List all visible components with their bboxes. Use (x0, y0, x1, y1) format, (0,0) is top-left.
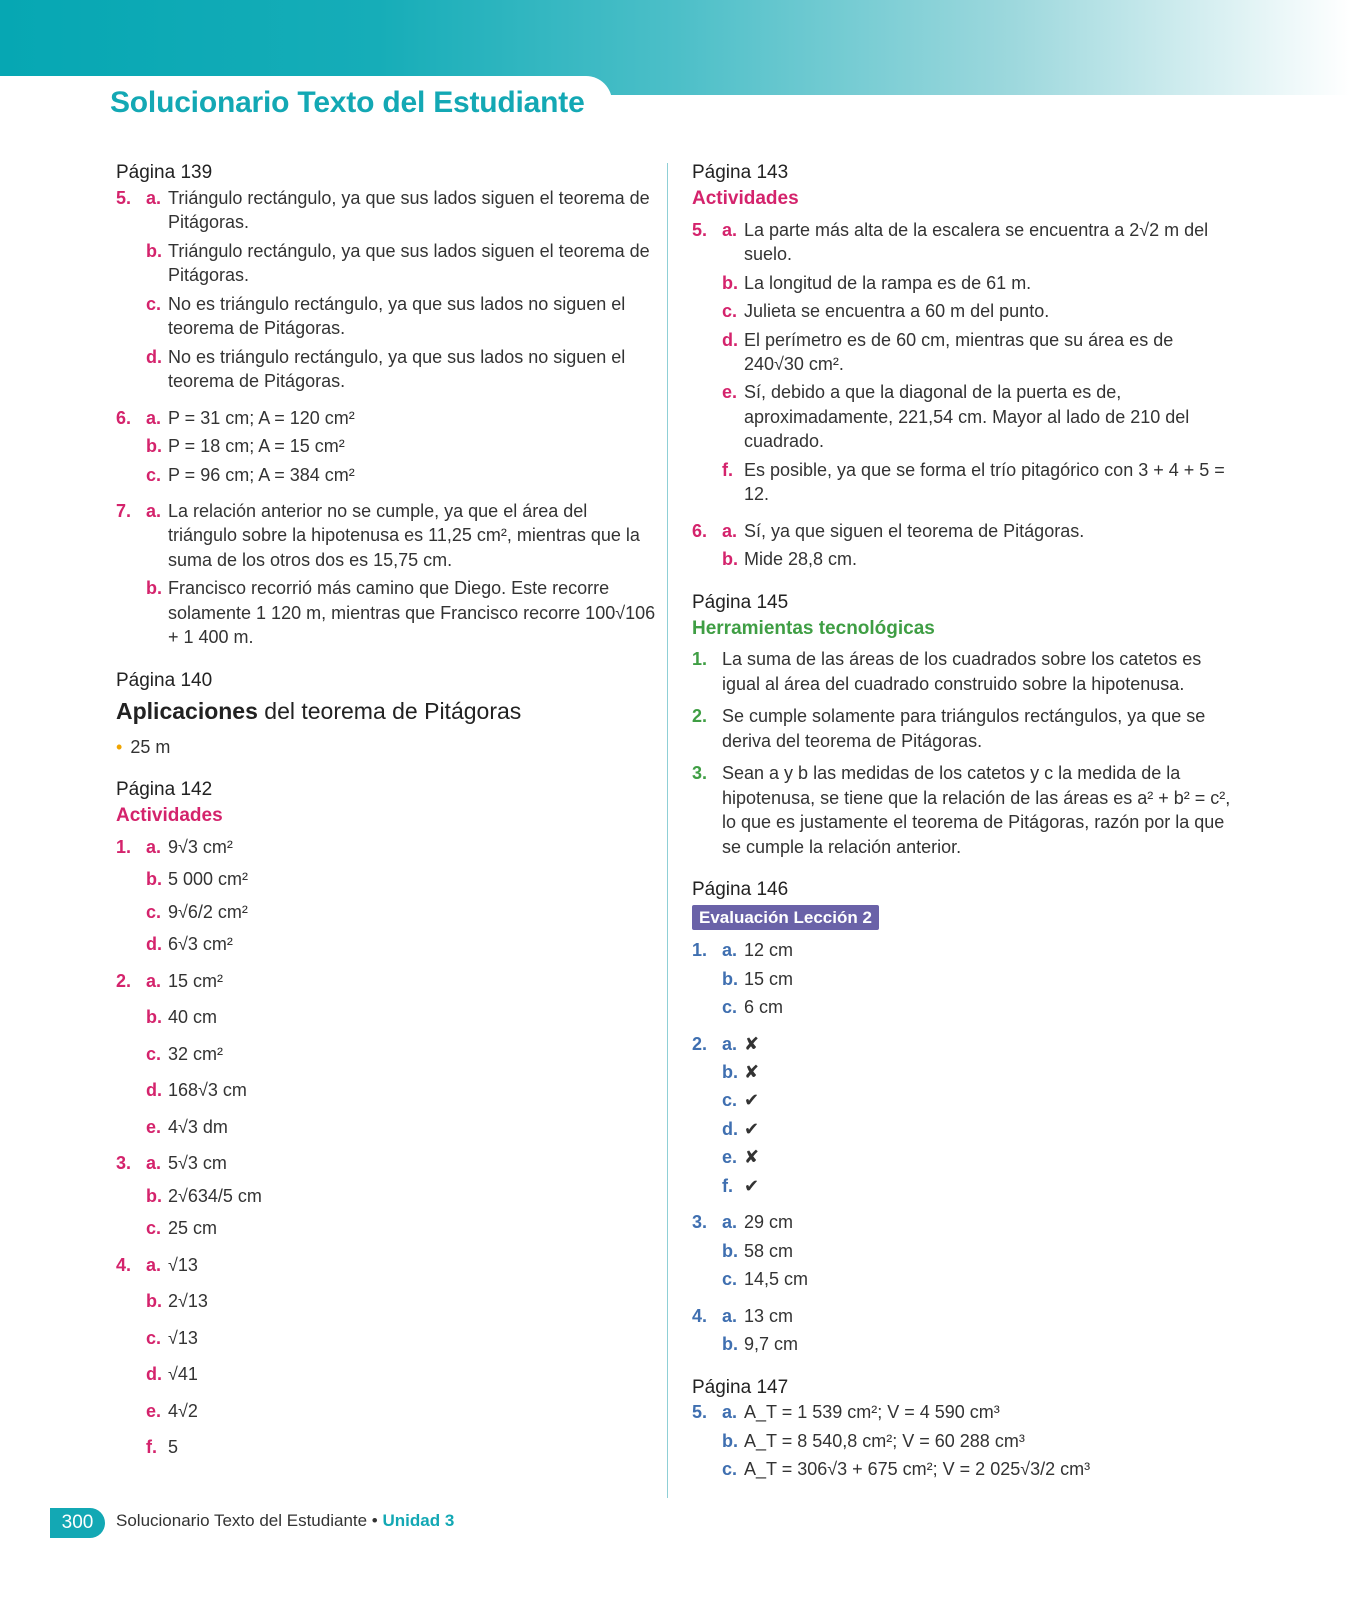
answer-label: d. (146, 1080, 162, 1101)
answer-label: a. (722, 1305, 738, 1326)
answer-text: 5 (168, 1436, 179, 1457)
answer-label: e. (722, 1147, 738, 1168)
lesson-heading-rest: del teorema de Pitágoras (257, 697, 522, 724)
answer-row (116, 1435, 656, 1459)
answer-label: b. (146, 436, 162, 457)
answer-text: 12 cm (744, 940, 794, 961)
answer-text: El perímetro es de 60 cm, mientras que su área es de 240√30 cm². (744, 329, 1174, 374)
answer-label: b. (146, 240, 162, 261)
answer-label: f. (722, 1175, 733, 1196)
answer-row (116, 1184, 656, 1208)
question-6 (692, 519, 1232, 572)
answer-text: Se cumple solamente para triángulos rectángulos, ya que se deriva del teorema de Pitágoras. (722, 706, 1206, 751)
answer-text: 9√3 cm² (168, 837, 233, 858)
answer-text: 6√3 cm² (168, 934, 233, 955)
question-4 (692, 1304, 1232, 1357)
answer-label: d. (146, 346, 162, 367)
answer-label: a. (146, 407, 162, 428)
right-column (692, 160, 1232, 1500)
answer-label: e. (722, 382, 738, 403)
answer-row (116, 1399, 656, 1423)
answer-label: c. (146, 293, 162, 314)
answer-label: b. (146, 578, 162, 599)
question-number: 5. (692, 219, 708, 240)
answer-text: Sí, debido a que la diagonal de la puerta es de, aproximadamente, 221,54 cm. Mayor al lado de 210 del cuadrado. (744, 382, 1190, 452)
left-column (116, 160, 656, 1477)
question-number: 6. (116, 407, 132, 428)
question-number: 7. (116, 500, 132, 521)
question-6 (116, 406, 656, 487)
answer-text: Julieta se encuentra a 60 m del punto. (744, 301, 1050, 322)
answer-text: 15 cm (744, 968, 794, 989)
answer-label: c. (146, 464, 162, 485)
page-heading: Página 139 (116, 162, 213, 183)
answer-text: Es posible, ya que se forma el trío pitagórico con 3 + 4 + 5 = 12. (744, 459, 1225, 505)
page-heading: Página 145 (692, 591, 789, 613)
answer-text: √13 (168, 1254, 198, 1275)
answer-text: 2√13 (168, 1291, 208, 1312)
answer-label: d. (146, 1364, 162, 1385)
answer-row (116, 406, 656, 430)
answer-text: 40 cm (168, 1007, 218, 1028)
answer-label: a. (146, 1153, 162, 1174)
answer-label: e. (146, 1116, 162, 1137)
answer-text: No es triángulo rectángulo, ya que sus lados no siguen el teorema de Pitágoras. (168, 293, 626, 339)
answer-row (116, 1115, 656, 1139)
answer-row (692, 647, 1232, 696)
subsection-heading: Herramientas tecnológicas (692, 617, 935, 639)
question-number: 5. (692, 1402, 708, 1423)
answer-text: Sean a y b las medidas de los catetos y c la medida de la hipotenusa, se tiene que la relación de las áreas es a² + b² = c², lo que es justamente el teorema de Pitágoras, razón por la que se cumple la relación anterior. (722, 763, 1231, 857)
answer-label: c. (146, 1043, 162, 1064)
answer-label: b. (722, 968, 738, 989)
answer-label: b. (146, 1185, 162, 1206)
page-heading: Página 146 (692, 879, 789, 901)
answer-row (692, 1332, 1232, 1356)
answer-row (692, 458, 1232, 507)
answer-text: 9√6/2 cm² (168, 901, 248, 922)
section-page-140 (116, 668, 656, 760)
question-number: 3. (692, 1212, 708, 1233)
question-number: 2. (116, 970, 132, 991)
answer-text: 14,5 cm (744, 1269, 809, 1290)
answer-label: e. (146, 1400, 162, 1421)
cross-icon: ✘ (744, 1061, 760, 1082)
column-divider (667, 163, 668, 1498)
question-2 (692, 1032, 1232, 1199)
answer-text: Francisco recorrió más camino que Diego. Este recorre solamente 1 120 m, mientras que Francisco recorre 100√106 + 1 400 m. (168, 578, 656, 648)
answer-row (692, 1304, 1232, 1328)
question-3 (116, 1151, 656, 1240)
answer-row (692, 1174, 1232, 1198)
answer-row (692, 1239, 1232, 1263)
answer-row (116, 1326, 656, 1350)
answer-label: b. (722, 549, 738, 570)
answer-text: 5√3 cm (168, 1153, 227, 1174)
page-heading: Página 143 (692, 162, 789, 183)
answer-row (116, 1253, 656, 1277)
answer-row (116, 835, 656, 859)
answer-row (116, 1151, 656, 1175)
answer-row (116, 900, 656, 924)
page-heading: Página 142 (116, 779, 213, 801)
answer-label: f. (722, 459, 733, 480)
answer-row (692, 1267, 1232, 1291)
answer-row (692, 1088, 1232, 1112)
answer-row (116, 1078, 656, 1102)
answer-row (692, 271, 1232, 295)
lesson-heading-bold: Aplicaciones (116, 697, 258, 724)
answer-text: Triángulo rectángulo, ya que sus lados siguen el teorema de Pitágoras. (168, 240, 650, 286)
answer-label: b. (722, 1430, 738, 1451)
answer-text: P = 96 cm; A = 384 cm² (168, 464, 355, 485)
answer-row (116, 867, 656, 891)
question-number: 1. (692, 940, 708, 961)
tech-tools-list (692, 647, 1232, 859)
answer-text: 25 cm (168, 1218, 218, 1239)
answer-label: c. (722, 1459, 738, 1480)
answer-row (692, 704, 1232, 753)
answer-text: Mide 28,8 cm. (744, 549, 858, 570)
answer-label: a. (722, 520, 738, 541)
answer-text: A_T = 1 539 cm²; V = 4 590 cm³ (744, 1402, 1000, 1423)
cross-icon: ✘ (744, 1147, 760, 1168)
answer-row (116, 186, 656, 235)
page-title: Solucionario Texto del Estudiante (110, 86, 585, 119)
answer-row (692, 299, 1232, 323)
answer-label: a. (146, 187, 162, 208)
answer-text: P = 31 cm; A = 120 cm² (168, 407, 355, 428)
answer-row (116, 499, 656, 572)
question-3 (692, 1210, 1232, 1291)
answer-text: 2√634/5 cm (168, 1185, 262, 1206)
question-number: 1. (116, 837, 132, 858)
page-heading: Página 147 (692, 1376, 789, 1398)
question-number: 3. (116, 1153, 132, 1174)
question-number: 2. (692, 1033, 708, 1054)
section-page-143 (692, 160, 1232, 572)
answer-text: 15 cm² (168, 970, 224, 991)
answer-text: A_T = 8 540,8 cm²; V = 60 288 cm³ (744, 1430, 1025, 1451)
check-icon: ✔ (744, 1175, 760, 1196)
answer-row (692, 328, 1232, 377)
answer-label: b. (722, 1061, 738, 1082)
bullet-item (116, 735, 656, 759)
answer-text: 13 cm (744, 1305, 794, 1326)
answer-label: d. (146, 934, 162, 955)
section-page-146 (692, 877, 1232, 1357)
answer-label: a. (146, 1254, 162, 1275)
answer-label: a. (722, 1212, 738, 1233)
answer-label: b. (722, 1334, 738, 1355)
answer-row (116, 1362, 656, 1386)
answer-text: √13 (168, 1327, 198, 1348)
answer-row (116, 1042, 656, 1066)
answer-label: c. (146, 1327, 162, 1348)
question-number: 1. (692, 649, 708, 670)
answer-row (116, 463, 656, 487)
page-number-badge: 300 (50, 1508, 105, 1538)
answer-text: 4√2 (168, 1400, 198, 1421)
answer-label: a. (146, 970, 162, 991)
answer-row (692, 761, 1232, 859)
answer-row (116, 345, 656, 394)
answer-text: 29 cm (744, 1212, 794, 1233)
check-icon: ✔ (744, 1118, 760, 1139)
answer-text: 58 cm (744, 1240, 794, 1261)
answer-row (692, 938, 1232, 962)
answer-text: 5 000 cm² (168, 869, 249, 890)
answer-label: b. (146, 869, 162, 890)
answer-row (116, 1289, 656, 1313)
answer-row (692, 218, 1232, 267)
answer-label: c. (722, 301, 738, 322)
section-page-145 (692, 590, 1232, 859)
answer-label: a. (146, 500, 162, 521)
check-icon: ✔ (744, 1090, 760, 1111)
answer-row (692, 967, 1232, 991)
question-number: 5. (116, 187, 132, 208)
bullet-dot-icon: • (116, 736, 123, 757)
answer-label: c. (146, 901, 162, 922)
footer-unit: Unidad 3 (382, 1511, 455, 1530)
question-5 (692, 218, 1232, 507)
answer-text: P = 18 cm; A = 15 cm² (168, 436, 345, 457)
answer-row (692, 1457, 1232, 1481)
question-2 (116, 969, 656, 1139)
answer-label: b. (722, 272, 738, 293)
cross-icon: ✘ (744, 1033, 760, 1054)
answer-text: 168√3 cm (168, 1080, 247, 1101)
answer-text: 6 cm (744, 997, 784, 1018)
answer-label: a. (722, 940, 738, 961)
answer-row (692, 1117, 1232, 1141)
answer-row (692, 519, 1232, 543)
answer-label: c. (722, 1269, 738, 1290)
answer-text: Triángulo rectángulo, ya que sus lados siguen el teorema de Pitágoras. (168, 187, 650, 233)
answer-label: c. (146, 1218, 162, 1239)
bullet-text: 25 m (130, 736, 171, 757)
question-number: 4. (692, 1305, 708, 1326)
answer-row (116, 1005, 656, 1029)
question-5 (692, 1400, 1232, 1481)
answer-text: La suma de las áreas de los cuadrados sobre los catetos es igual al área del cuadrado construido sobre la hipotenusa. (722, 649, 1202, 694)
question-number: 3. (692, 763, 708, 784)
answer-label: b. (722, 1240, 738, 1261)
answer-row (116, 292, 656, 341)
answer-label: b. (146, 1291, 162, 1312)
answer-row (692, 1145, 1232, 1169)
page-heading: Página 140 (116, 669, 213, 691)
answer-row (692, 1400, 1232, 1424)
answer-text: La relación anterior no se cumple, ya que el área del triángulo sobre la hipotenusa es 11,25 cm², mientras que la suma de los otros dos es 15,75 cm. (168, 500, 640, 570)
answer-label: f. (146, 1436, 157, 1457)
answer-text: La parte más alta de la escalera se encuentra a 2√2 m del suelo. (744, 219, 1209, 265)
answer-label: d. (722, 329, 738, 350)
question-1 (116, 835, 656, 957)
answer-text: A_T = 306√3 + 675 cm²; V = 2 025√3/2 cm³ (744, 1459, 1091, 1480)
question-number: 2. (692, 706, 708, 727)
answer-row (692, 547, 1232, 571)
answer-label: d. (722, 1118, 738, 1139)
footer-text (116, 1511, 454, 1531)
answer-row (692, 1210, 1232, 1234)
answer-row (116, 239, 656, 288)
answer-text: Sí, ya que siguen el teorema de Pitágoras. (744, 520, 1085, 541)
answer-row (692, 995, 1232, 1019)
answer-label: a. (722, 1402, 738, 1423)
footer-separator: • (367, 1511, 383, 1530)
answer-text: No es triángulo rectángulo, ya que sus lados no siguen el teorema de Pitágoras. (168, 346, 626, 392)
answer-row (116, 969, 656, 993)
lesson-heading (116, 696, 656, 727)
answer-label: a. (722, 1033, 738, 1054)
answer-text: 9,7 cm (744, 1334, 799, 1355)
question-number: 4. (116, 1254, 132, 1275)
question-number: 6. (692, 520, 708, 541)
section-page-147 (692, 1375, 1232, 1482)
section-page-142 (116, 777, 656, 1459)
answer-label: a. (722, 219, 738, 240)
answer-label: c. (722, 1090, 738, 1111)
answer-text: 4√3 dm (168, 1116, 228, 1137)
answer-row (692, 380, 1232, 453)
question-7 (116, 499, 656, 650)
answer-text: √41 (168, 1364, 198, 1385)
answer-row (116, 434, 656, 458)
answer-text: 32 cm² (168, 1043, 224, 1064)
question-1 (692, 938, 1232, 1019)
question-5 (116, 186, 656, 394)
answer-row (116, 1216, 656, 1240)
answer-row (692, 1032, 1232, 1056)
answer-row (116, 932, 656, 956)
answer-label: a. (146, 837, 162, 858)
question-4 (116, 1253, 656, 1460)
footer-book-title: Solucionario Texto del Estudiante (116, 1511, 368, 1530)
evaluation-badge: Evaluación Lección 2 (692, 905, 879, 930)
answer-row (692, 1060, 1232, 1084)
subsection-heading: Actividades (692, 187, 799, 209)
answer-label: b. (146, 1007, 162, 1028)
section-page-139 (116, 160, 656, 650)
answer-row (116, 576, 656, 649)
answer-row (692, 1429, 1232, 1453)
subsection-heading: Actividades (116, 805, 223, 827)
answer-label: c. (722, 997, 738, 1018)
answer-text: La longitud de la rampa es de 61 m. (744, 272, 1032, 293)
